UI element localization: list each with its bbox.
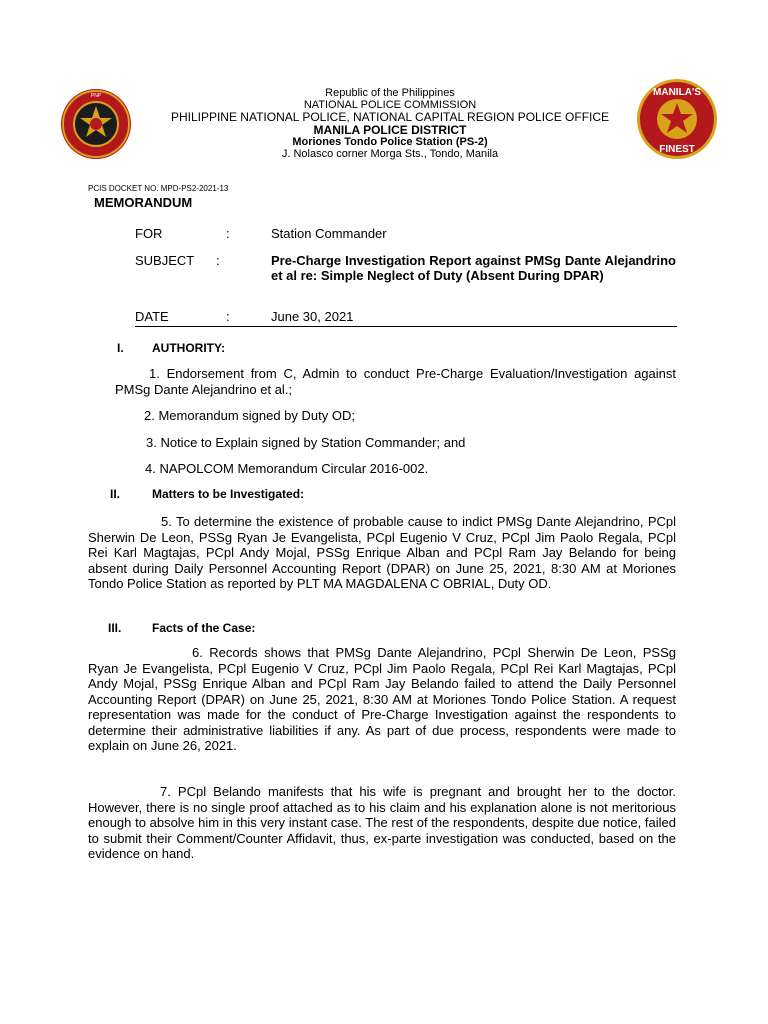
svg-text:MANILA'S: MANILA'S <box>653 87 701 98</box>
for-value: Station Commander <box>271 226 387 241</box>
authority-item-4: 4. NAPOLCOM Memorandum Circular 2016-002. <box>145 461 429 476</box>
svg-text:PNP: PNP <box>90 93 102 99</box>
memo-title: MEMORANDUM <box>94 195 193 210</box>
header-mpd: MANILA POLICE DISTRICT <box>313 123 467 137</box>
svg-text:FINEST: FINEST <box>659 144 695 155</box>
for-colon: : <box>226 226 230 241</box>
authority-item-3: 3. Notice to Explain signed by Station Commander; and <box>146 435 466 450</box>
header-napolcom: NATIONAL POLICE COMMISSION <box>303 99 477 111</box>
subject-label: SUBJECT <box>135 253 195 268</box>
section-1-title: AUTHORITY: <box>152 341 226 355</box>
date-label: DATE <box>135 309 169 324</box>
subject-value: Pre-Charge Investigation Report against PMSg Dante Alejandrino et al re: Simple Neglect of Duty (Absent During DPAR) <box>271 253 676 283</box>
date-colon: : <box>226 309 230 324</box>
section-1-number: I. <box>117 341 124 355</box>
section-3-title: Facts of the Case: <box>152 621 256 635</box>
authority-item-2: 2. Memorandum signed by Duty OD; <box>144 408 355 423</box>
header-republic: Republic of the Philippines <box>325 87 455 99</box>
section-3-number: III. <box>108 621 122 635</box>
matters-paragraph: 5. To determine the existence of probable cause to indict PMSg Dante Alejandrino, PCpl Sherwin De Leon, PSSg Ryan Je Evangelista, PCpl Eugenio V Cruz, PCpl Jim Paolo Regala, PCpl Rei Karl Magtajas, PCpl Andy Mojal, PSSg Enrique Alban and PCpl Ram Jay Belando for being absent during Daily Personnel Accounting Report (DPAR) on June 25, 2021, 8:30 AM at Moriones Tondo Police Station as reported by PLT MA MAGDALENA C OBRIAL, Duty OD. <box>88 514 676 591</box>
header-divider <box>135 326 677 327</box>
date-value: June 30, 2021 <box>271 309 354 324</box>
facts-paragraph-7: 7. PCpl Belando manifests that his wife is pregnant and brought her to the doctor. However, there is no single proof attached as to his claim and his explanation alone is not meritorious enough to absolve him in this very instant case. The rest of the respondents, despite due notice, failed to submit their Comment/Counter Affidavit, thus, ex-parte investigation was conducted, based on the evidence on hand. <box>88 784 676 861</box>
header-station: Moriones Tondo Police Station (PS-2) <box>292 136 488 148</box>
docket-number: PCIS DOCKET NO. MPD-PS2-2021-13 <box>88 184 229 193</box>
section-2-number: II. <box>110 487 121 501</box>
for-label: FOR <box>135 226 163 241</box>
facts-paragraph-6: 6. Records shows that PMSg Dante Alejandrino, PCpl Sherwin De Leon, PSSg Ryan Je Evangelista, PCpl Eugenio V Cruz, PCpl Jim Paolo Regala, PCpl Rei Karl Magtajas, PCpl Andy Mojal, PSSg Enrique Alban and PCpl Ram Jay Belando failed to attend the Daily Personnel Accounting Report (DPAR) on June 25, 2021, 8:30 AM at Moriones Tondo Police Station. A request representation was made for the conduct of Pre-Charge Investigation against the respondents to determine their administrative liabilities if any. As part of due process, respondents were made to explain on June 26, 2021. <box>88 645 676 753</box>
subject-colon: : <box>216 253 220 268</box>
authority-item-1: 1. Endorsement from C, Admin to conduct Pre-Charge Evaluation/Investigation against PMSg Dante Alejandrino et al.; <box>115 366 676 397</box>
header-pnp-ncrpo: PHILIPPINE NATIONAL POLICE, NATIONAL CAPITAL REGION POLICE OFFICE <box>170 110 610 124</box>
section-2-title: Matters to be Investigated: <box>152 487 305 501</box>
header-address: J. Nolasco corner Morga Sts., Tondo, Manila <box>281 148 499 160</box>
